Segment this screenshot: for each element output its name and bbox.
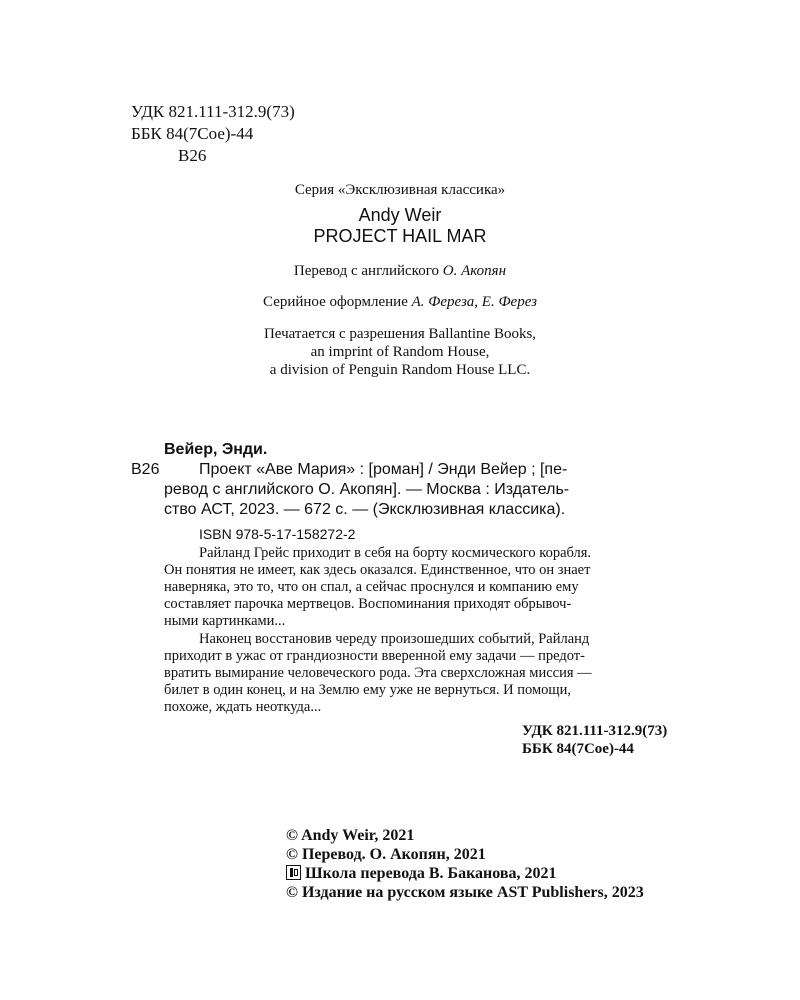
header-code: В26 — [178, 146, 207, 165]
copyright-school-text: Школа перевода В. Баканова, 2021 — [305, 865, 557, 882]
book-title: PROJECT HAIL MAR — [313, 226, 487, 246]
permission-line: a division of Penguin Random House LLC. — [269, 362, 531, 378]
annotation-udk: УДК 821.111-312.9(73) — [522, 723, 668, 739]
copyright-translation: © Перевод. О. Акопян, 2021 — [286, 846, 486, 863]
design-label: Серийное оформление — [263, 294, 412, 310]
annotation-line: вратить вымирание человеческого рода. Эта сверхсложная миссия — — [164, 665, 592, 681]
annotation-line: приходит в ужас от грандиозности вверенной ему задачи — предот- — [164, 648, 585, 664]
catalog-entry-line: ство АСТ, 2023. — 672 с. — (Эксклюзивная классика). — [164, 501, 566, 518]
header-udk: УДК 821.111-312.9(73) — [131, 102, 295, 121]
translation-label: Перевод с английского — [293, 263, 443, 279]
design-credit — [0, 292, 800, 312]
annotation-bbk: ББК 84(7Сое)-44 — [522, 741, 634, 757]
catalog-code: В26 — [131, 461, 160, 478]
annotation-line: Он понятия не имеет, как здесь оказался. Единственное, что он знает — [164, 562, 591, 578]
publisher-logo-icon — [286, 865, 301, 880]
permission-line: an imprint of Random House, — [310, 344, 490, 360]
catalog-entry-line: Проект «Аве Мария» : [роман] / Энди Вейер ; [пе- — [199, 461, 568, 478]
annotation-line: Наконец восстановив череду произошедших событий, Райланд — [199, 631, 590, 647]
permission-line: Печатается с разрешения Ballantine Books, — [263, 326, 537, 342]
designer-names: А. Фереза, Е. Ферез — [411, 294, 537, 310]
translator-name: О. Акопян — [442, 263, 507, 279]
isbn: ISBN 978-5-17-158272-2 — [199, 526, 356, 542]
copyright-edition: © Издание на русском языке AST Publishers, 2023 — [286, 884, 644, 901]
annotation-line: билет в один конец, и на Землю ему уже не вернуться. И помощи, — [164, 682, 571, 698]
series-title: Серия «Эксклюзивная классика» — [294, 182, 506, 198]
translation-credit — [0, 261, 800, 281]
annotation-line: составляет парочка мертвецов. Воспоминания приходят обрывоч- — [164, 596, 572, 612]
annotation-line: наверняка, это то, что он спал, а сейчас проснулся и компанию ему — [164, 579, 579, 595]
catalog-entry-line: ревод с английского О. Акопян]. — Москва : Издатель- — [164, 481, 570, 498]
annotation-line: ными картинками... — [164, 613, 286, 629]
header-bbk: ББК 84(7Сое)-44 — [131, 124, 254, 143]
copyright-school — [286, 864, 557, 884]
author-name: Andy Weir — [358, 205, 442, 225]
annotation-line: похоже, ждать неоткуда... — [164, 699, 322, 715]
catalog-author-heading: Вейер, Энди. — [164, 441, 268, 458]
copyright-author: © Andy Weir, 2021 — [286, 827, 415, 844]
annotation-line: Райланд Грейс приходит в себя на борту космического корабля. — [199, 545, 592, 561]
